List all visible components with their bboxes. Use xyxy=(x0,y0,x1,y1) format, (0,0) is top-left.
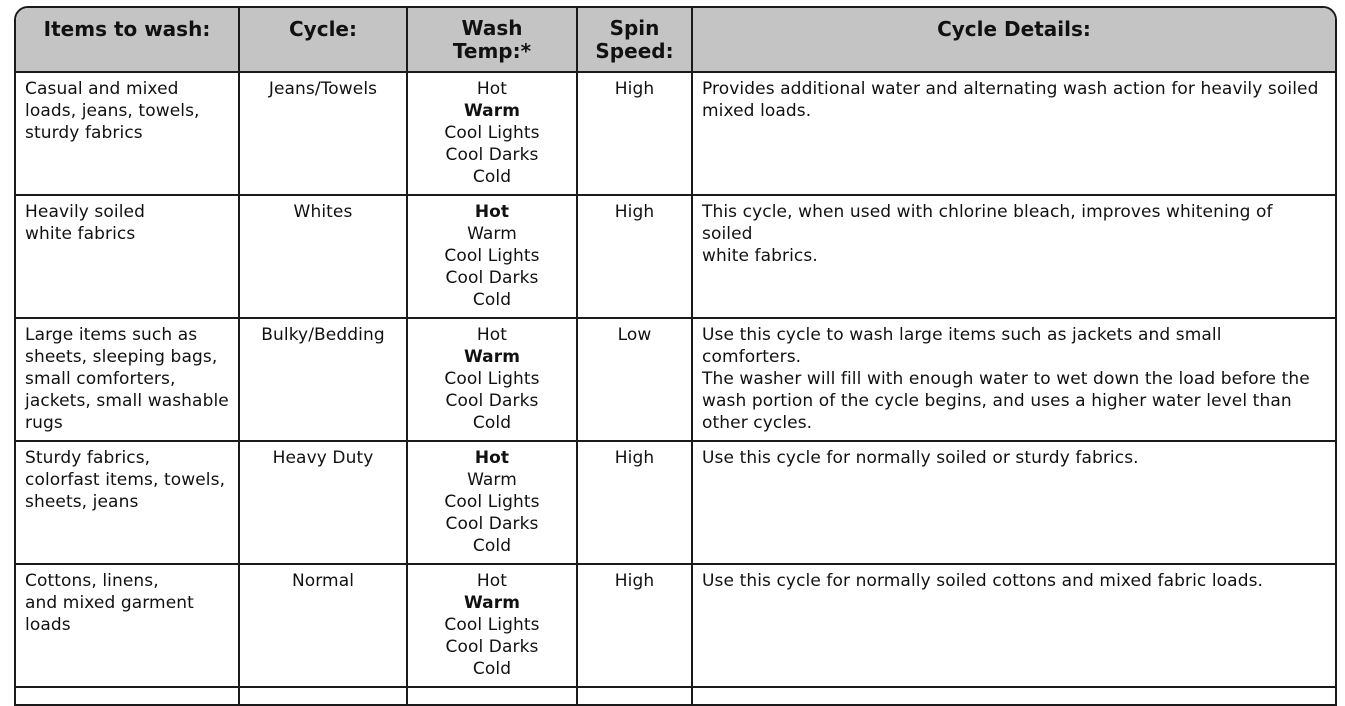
cycle-details-cell-empty xyxy=(692,687,1335,706)
temp-option: Cool Lights xyxy=(444,615,540,635)
table-row xyxy=(16,195,1335,318)
cycle-details-cell xyxy=(692,441,1335,564)
temp-option: Cold xyxy=(472,413,512,433)
details-line: Use this cycle for normally soiled or sturdy fabrics. xyxy=(702,448,1139,468)
cycle-details-cell xyxy=(692,564,1335,687)
items-cell xyxy=(16,564,239,687)
items-line: Heavily soiled xyxy=(25,202,145,222)
items-line: and mixed garment xyxy=(25,593,194,613)
temp-option: Cool Lights xyxy=(444,123,540,143)
items-line: sheets, sleeping bags, xyxy=(25,347,218,367)
items-line: Cottons, linens, xyxy=(25,571,159,591)
header-spin-line-2: Speed: xyxy=(595,39,674,63)
wash-temp-cell xyxy=(407,72,577,195)
table-row xyxy=(16,318,1335,441)
header-row xyxy=(16,8,1335,72)
wash-temp-cell-empty xyxy=(407,687,577,706)
table-header xyxy=(16,8,1335,72)
temp-option: Cool Darks xyxy=(445,145,539,165)
items-cell xyxy=(16,441,239,564)
cycle-details-cell xyxy=(692,195,1335,318)
header-spin-line-1: Spin xyxy=(609,16,660,40)
items-line: small comforters, xyxy=(25,369,176,389)
cycle-cell: Heavy Duty xyxy=(239,441,407,564)
temp-option: Hot xyxy=(476,571,508,591)
details-line: other cycles. xyxy=(702,413,813,433)
header-wash-temp-line-2: Temp:* xyxy=(452,39,532,63)
wash-cycle-table xyxy=(16,8,1335,706)
table-row xyxy=(16,441,1335,564)
temp-option: Cool Darks xyxy=(445,391,539,411)
items-cell-empty xyxy=(16,687,239,706)
items-cell xyxy=(16,72,239,195)
table-row xyxy=(16,564,1335,687)
details-line: This cycle, when used with chlorine bleach, improves whitening of soiled xyxy=(702,202,1273,244)
temp-option-default: Hot xyxy=(474,202,510,222)
wash-temp-cell xyxy=(407,441,577,564)
header-spin-speed xyxy=(577,8,692,72)
temp-option: Cool Darks xyxy=(445,268,539,288)
temp-option-default: Hot xyxy=(474,448,510,468)
table-row-cutoff xyxy=(16,687,1335,706)
wash-cycle-table-frame xyxy=(14,6,1337,706)
temp-option: Cool Lights xyxy=(444,492,540,512)
temp-option: Cool Darks xyxy=(445,637,539,657)
temp-option: Cool Lights xyxy=(444,369,540,389)
items-cell xyxy=(16,195,239,318)
cycle-details-cell xyxy=(692,72,1335,195)
temp-option: Warm xyxy=(467,470,517,490)
table-body xyxy=(16,72,1335,706)
temp-option: Warm xyxy=(467,224,517,244)
wash-temp-cell xyxy=(407,564,577,687)
items-line: jackets, small washable xyxy=(25,391,229,411)
cycle-cell-empty xyxy=(239,687,407,706)
spin-speed-cell: High xyxy=(577,72,692,195)
header-cycle-details xyxy=(692,8,1335,72)
cycle-details-cell xyxy=(692,318,1335,441)
header-wash-temp xyxy=(407,8,577,72)
header-items-label: Items to wash: xyxy=(43,17,211,41)
header-cycle-label: Cycle: xyxy=(289,17,357,41)
temp-option: Hot xyxy=(476,79,508,99)
details-line: mixed loads. xyxy=(702,101,812,121)
details-line: white fabrics. xyxy=(702,246,818,266)
spin-speed-cell-empty xyxy=(577,687,692,706)
items-line: rugs xyxy=(25,413,63,433)
header-wash-temp-line-1: Wash xyxy=(461,16,523,40)
items-line: loads, jeans, towels, xyxy=(25,101,200,121)
wash-temp-cell xyxy=(407,318,577,441)
header-cycle xyxy=(239,8,407,72)
details-line: Use this cycle to wash large items such as jackets and small comforters. xyxy=(702,325,1222,367)
items-line: Sturdy fabrics, xyxy=(25,448,151,468)
spin-speed-cell: High xyxy=(577,441,692,564)
cycle-cell: Normal xyxy=(239,564,407,687)
temp-option: Cool Darks xyxy=(445,514,539,534)
header-details-label: Cycle Details: xyxy=(937,17,1091,41)
items-line: Large items such as xyxy=(25,325,198,345)
temp-option: Hot xyxy=(476,325,508,345)
items-line: sheets, jeans xyxy=(25,492,139,512)
spin-speed-cell: High xyxy=(577,564,692,687)
items-line: sturdy fabrics xyxy=(25,123,143,143)
cycle-cell: Whites xyxy=(239,195,407,318)
temp-option-default: Warm xyxy=(463,101,521,121)
wash-temp-cell xyxy=(407,195,577,318)
details-line: Provides additional water and alternating wash action for heavily soiled xyxy=(702,79,1319,99)
temp-option: Cool Lights xyxy=(444,246,540,266)
details-line: Use this cycle for normally soiled cottons and mixed fabric loads. xyxy=(702,571,1264,591)
temp-option: Cold xyxy=(472,536,512,556)
items-line: colorfast items, towels, xyxy=(25,470,226,490)
temp-option: Cold xyxy=(472,290,512,310)
cycle-cell: Bulky/Bedding xyxy=(239,318,407,441)
details-line: The washer will fill with enough water to wet down the load before the xyxy=(702,369,1310,389)
items-line: Casual and mixed xyxy=(25,79,179,99)
header-items-to-wash xyxy=(16,8,239,72)
cycle-cell: Jeans/Towels xyxy=(239,72,407,195)
spin-speed-cell: Low xyxy=(577,318,692,441)
table-row xyxy=(16,72,1335,195)
temp-option-default: Warm xyxy=(463,347,521,367)
header-spin-speed-label xyxy=(582,8,687,63)
items-cell xyxy=(16,318,239,441)
header-wash-temp-label xyxy=(412,8,572,63)
items-line: white fabrics xyxy=(25,224,136,244)
temp-option: Cold xyxy=(472,167,512,187)
spin-speed-cell: High xyxy=(577,195,692,318)
details-line: wash portion of the cycle begins, and uses a higher water level than xyxy=(702,391,1292,411)
items-line: loads xyxy=(25,615,71,635)
temp-option: Cold xyxy=(472,659,512,679)
temp-option-default: Warm xyxy=(463,593,521,613)
